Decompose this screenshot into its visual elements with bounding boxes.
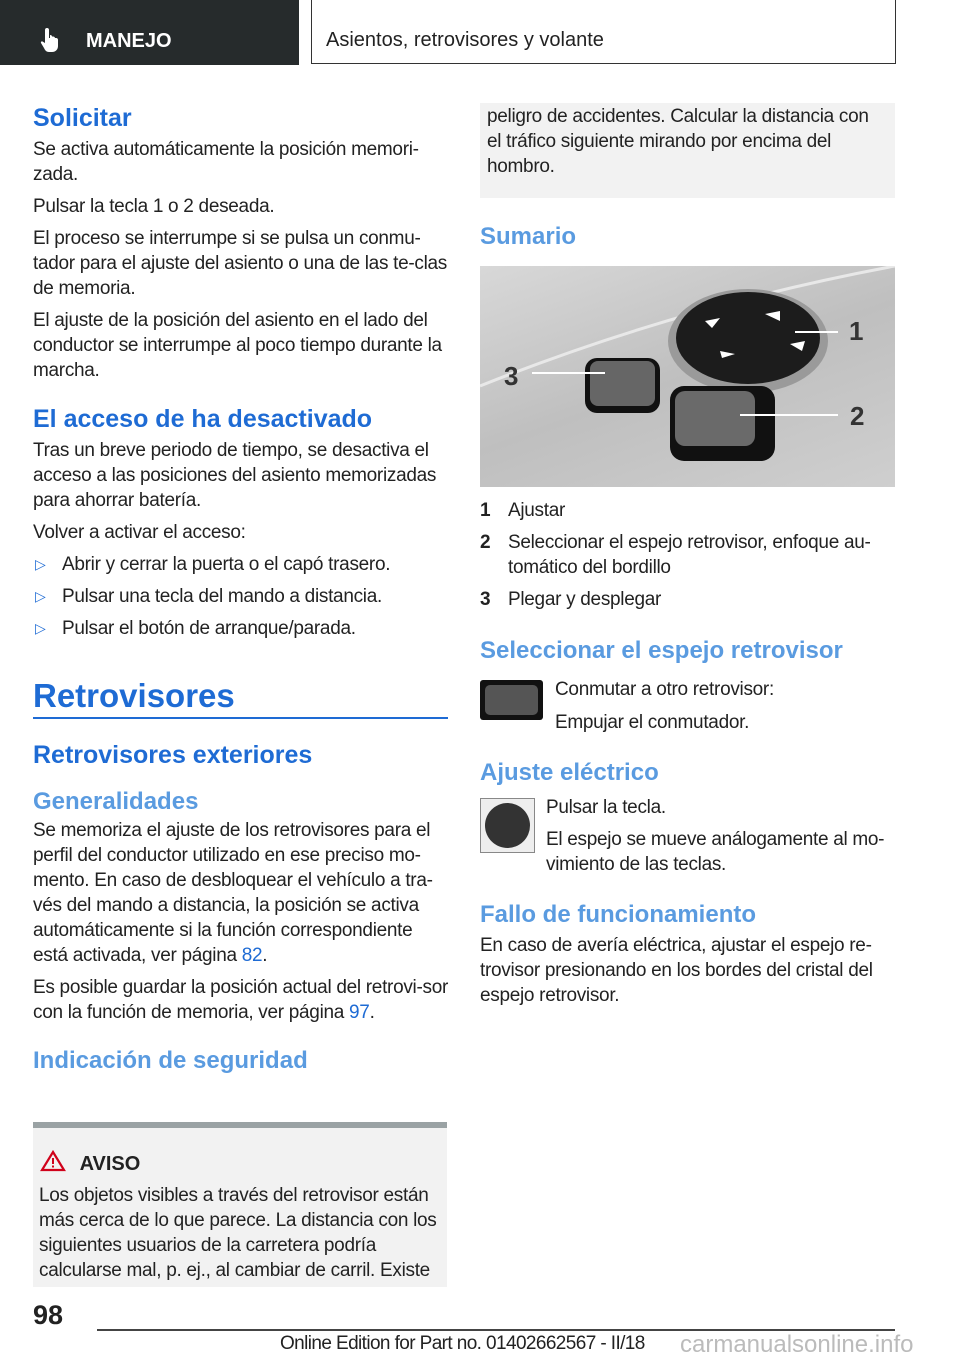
paragraph: Se activa automáticamente la posición memori-zada. [33, 139, 419, 185]
paragraph: Se memoriza el ajuste de los retrovisores para el perfil del conductor utilizado en ese preciso mo-mento. En caso de desbloquear el vehículo a tra-vés del mando a distancia, la posición se activa automáticamente si la función correspondiente está activada, ver página 82. [33, 820, 433, 966]
mirror-controls-image [480, 266, 895, 487]
warning-box [33, 1122, 447, 1287]
heading-exteriores: Retrovisores exteriores [33, 741, 313, 769]
legend-number: 2 [480, 532, 491, 553]
heading-retrovisores: Retrovisores [33, 677, 448, 719]
warning-header [40, 1150, 140, 1176]
warning-label: AVISO [79, 1153, 141, 1175]
right-column [480, 223, 895, 1008]
heading-sumario: Sumario [480, 223, 577, 250]
joystick-button-icon [480, 798, 535, 853]
triangle-bullet-icon: ▷ [35, 556, 46, 572]
text: Se memoriza el ajuste de los retrovisores para el perfil del conductor utilizado en ese preciso mo-mento. En caso de desbloquear el vehículo a tra-vés del mando a distancia, la posición se activa automáticamente si la función correspondiente está activada, ver página [33, 820, 433, 966]
warning-box-continued [480, 103, 895, 198]
warning-text: peligro de accidentes. Calcular la distancia con el tráfico siguiente mirando por encima del hombro. [487, 106, 869, 177]
hand-pointer-icon [40, 26, 64, 54]
paragraph: Tras un breve periodo de tiempo, se desactiva el acceso a las posiciones del asiento memorizadas para ahorrar batería. [33, 440, 437, 511]
legend-item [480, 530, 895, 580]
paragraph: El ajuste de la posición del asiento en el lado del conductor se interrumpe al poco tiempo durante la marcha. [33, 310, 442, 381]
watermark: carmanualsonline.info [680, 1331, 914, 1358]
section-tab [0, 0, 299, 65]
bullet-item [33, 616, 448, 641]
triangle-bullet-icon: ▷ [35, 620, 46, 636]
section-title: MANEJO [86, 30, 172, 52]
left-column [33, 104, 448, 1075]
paragraph: Pulsar la tecla. [546, 797, 666, 818]
callout-2: 2 [850, 401, 865, 431]
triangle-bullet-icon: ▷ [35, 588, 46, 604]
bullet-item [33, 584, 448, 609]
legend-number: 3 [480, 589, 491, 610]
bullet-text: Pulsar el botón de arranque/parada. [62, 618, 356, 639]
heading-fallo: Fallo de funcionamiento [480, 901, 757, 928]
paragraph: Pulsar la tecla 1 o 2 deseada. [33, 196, 275, 217]
page-link[interactable]: 97 [349, 1002, 370, 1023]
chapter-title: Asientos, retrovisores y volante [326, 29, 604, 51]
bullet-item [33, 552, 448, 577]
switch-button-icon [480, 680, 543, 720]
bullet-text: Pulsar una tecla del mando a distancia. [62, 586, 382, 607]
heading-acceso: El acceso de ha desactivado [33, 405, 373, 433]
callout-1: 1 [849, 316, 864, 346]
legend-number: 1 [480, 500, 491, 521]
legend-item [480, 498, 895, 523]
mirror-controls-illustration [480, 266, 895, 487]
heading-seguridad: Indicación de seguridad [33, 1047, 308, 1074]
paragraph: Conmutar a otro retrovisor: [555, 679, 774, 700]
legend-text: Plegar y desplegar [508, 589, 662, 610]
callout-3: 3 [504, 361, 519, 391]
heading-generalidades: Generalidades [33, 788, 199, 815]
warning-text: Los objetos visibles a través del retrovisor están más cerca de lo que parece. La distancia con los siguientes usuarios de la carretera podría calcularse mal, p. ej., al cambiar de carril. Existe [39, 1185, 437, 1281]
ajuste-block [480, 795, 895, 885]
legend-text: Ajustar [508, 500, 566, 521]
page-link[interactable]: 82 [241, 945, 263, 966]
chapter-tab [311, 0, 896, 64]
text: Es posible guardar la posición actual del retrovi-sor con la función de memoria, ver página [33, 977, 448, 1023]
legend-item [480, 587, 895, 612]
paragraph: Volver a activar el acceso: [33, 522, 246, 543]
heading-solicitar: Solicitar [33, 104, 132, 132]
paragraph: El proceso se interrumpe si se pulsa un conmu-tador para el ajuste del asiento o una de las te-clas de memoria. [33, 228, 447, 299]
page-number: 98 [33, 1300, 64, 1330]
paragraph: El espejo se mueve análogamente al mo-vimiento de las teclas. [546, 829, 885, 875]
heading-ajuste: Ajuste eléctrico [480, 759, 659, 786]
warning-triangle-icon [40, 1150, 66, 1172]
legend-text: Seleccionar el espejo retrovisor, enfoque au-tomático del bordillo [508, 532, 871, 578]
paragraph: En caso de avería eléctrica, ajustar el espejo re-trovisor presionando en los bordes del cristal del espejo retrovisor. [480, 935, 873, 1006]
seleccionar-block [480, 677, 895, 737]
bullet-text: Abrir y cerrar la puerta o el capó trasero. [62, 554, 391, 575]
heading-seleccionar: Seleccionar el espejo retrovisor [480, 637, 843, 664]
edition-text: Online Edition for Part no. 01402662567 - II/18 [280, 1333, 645, 1354]
paragraph: Es posible guardar la posición actual del retrovi-sor con la función de memoria, ver página 97. [33, 977, 448, 1023]
paragraph: Empujar el conmutador. [555, 712, 750, 733]
